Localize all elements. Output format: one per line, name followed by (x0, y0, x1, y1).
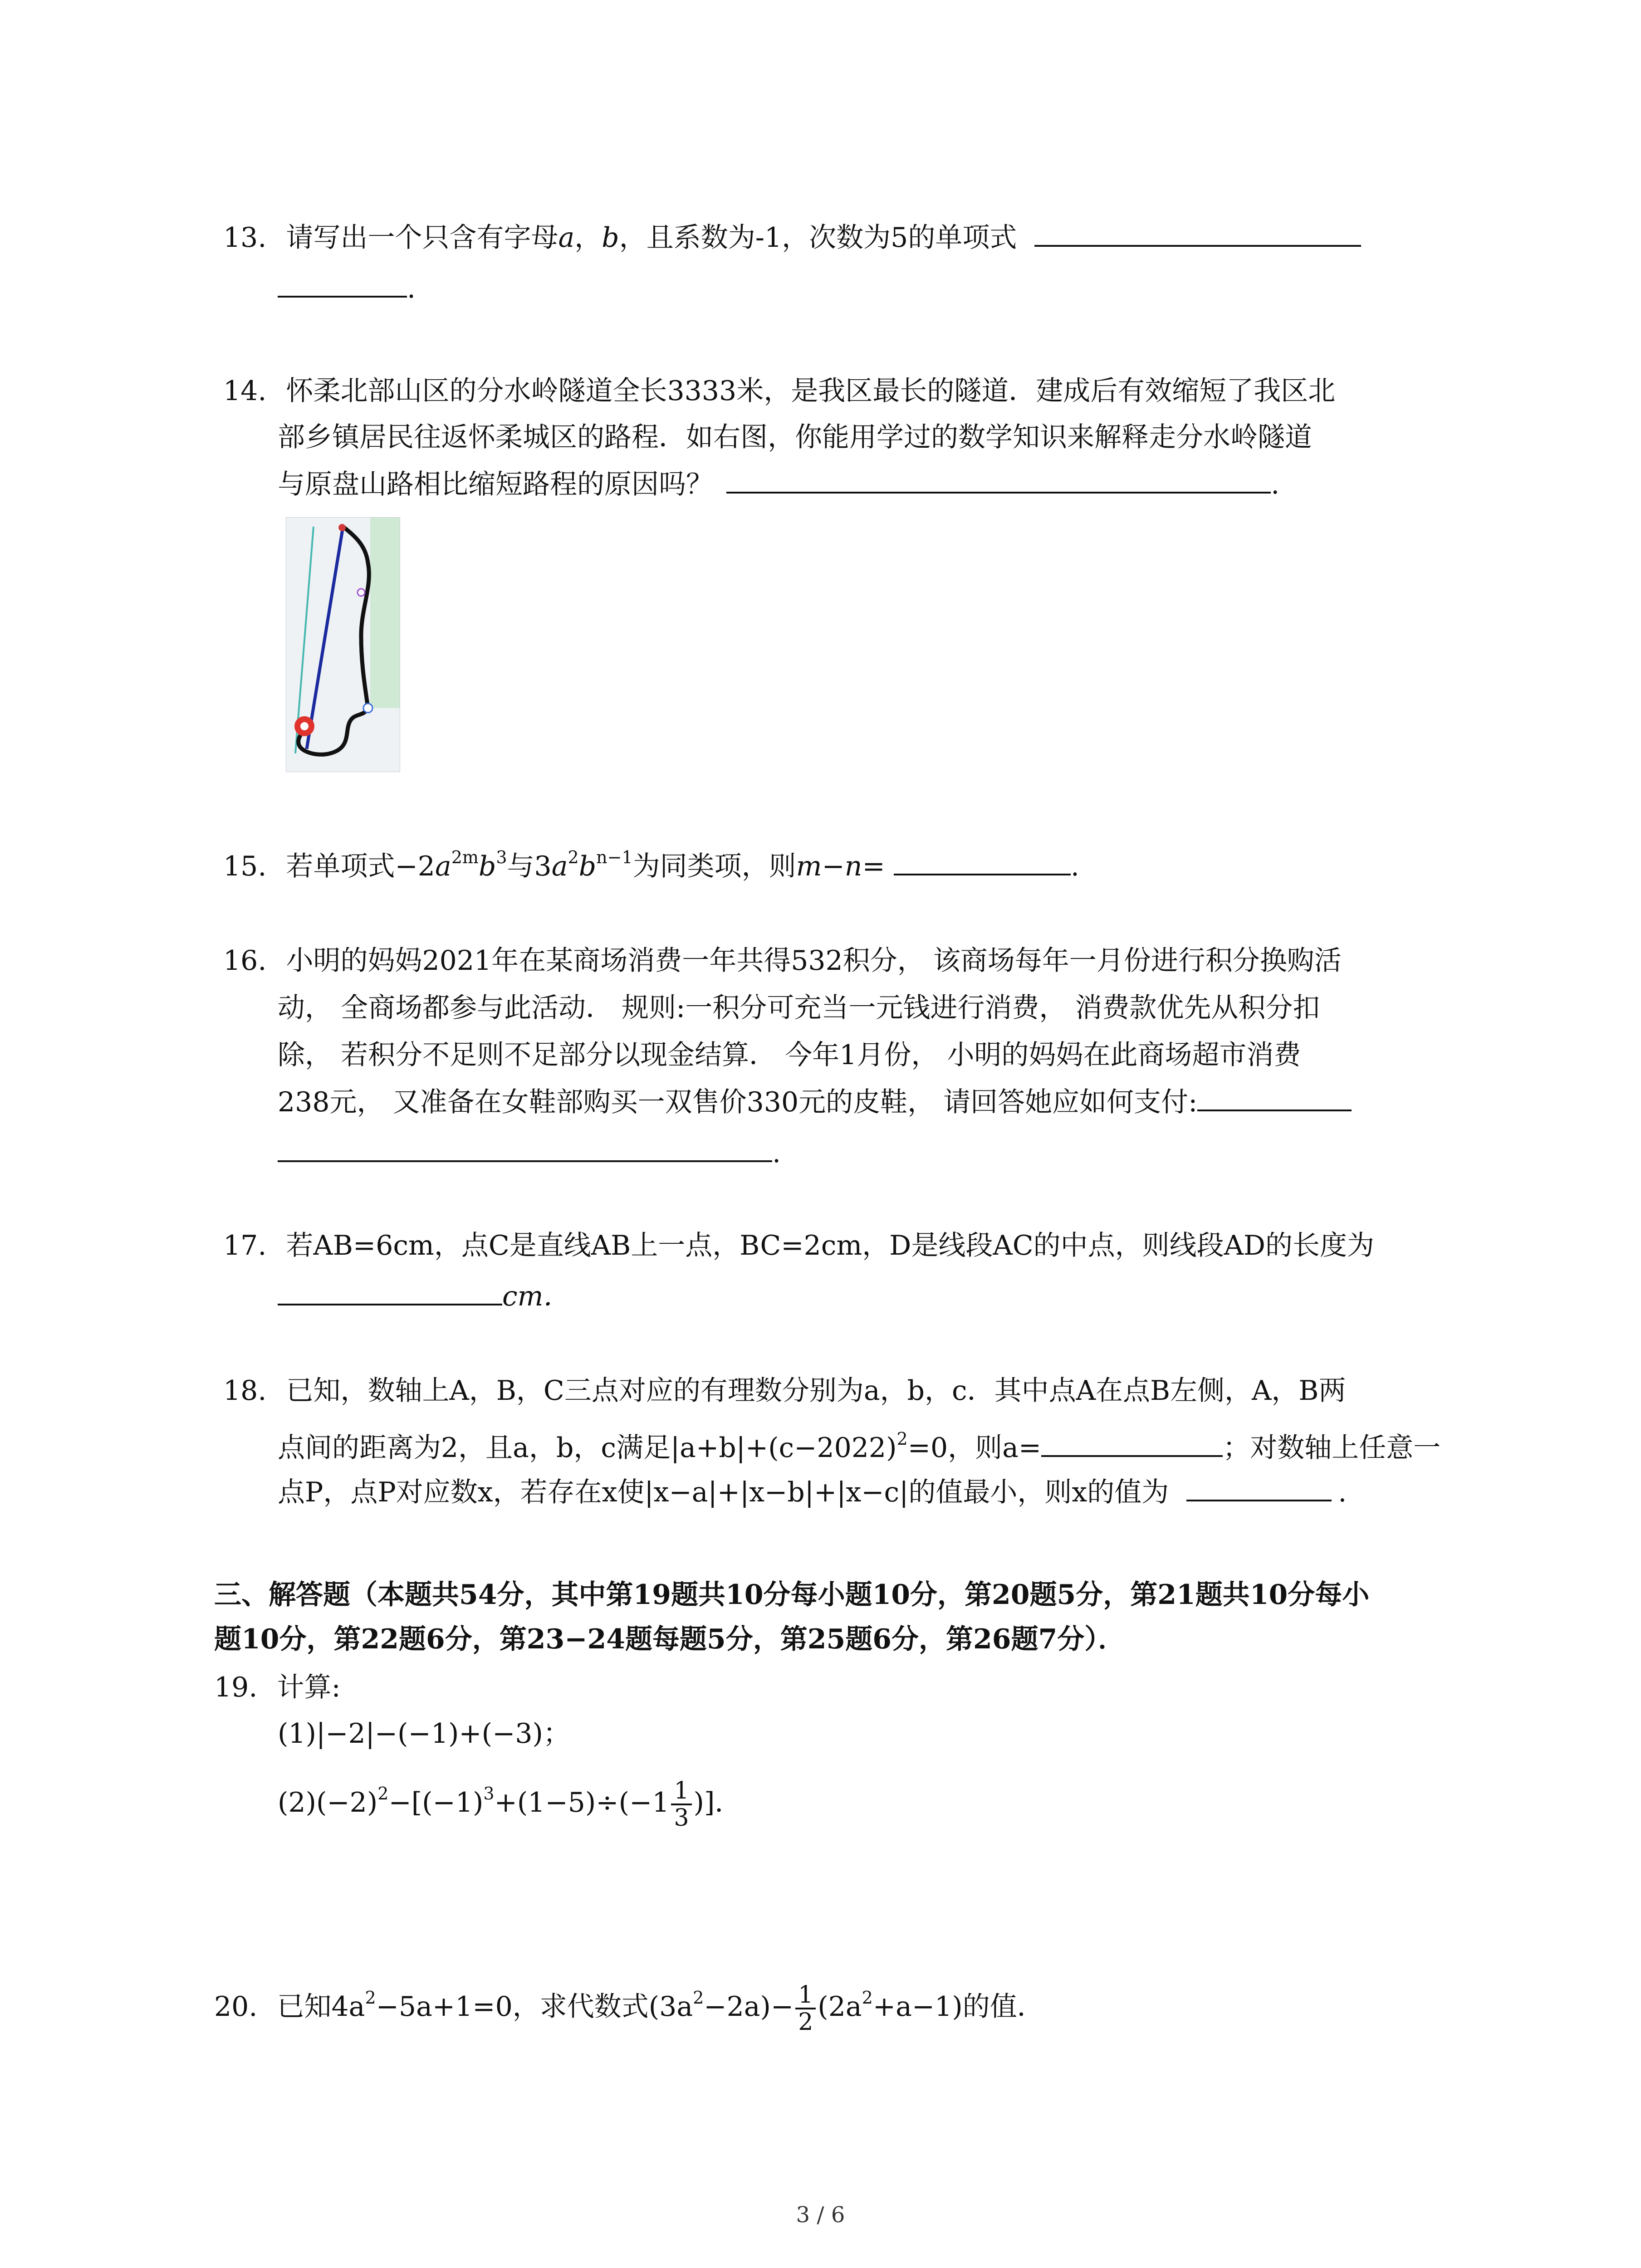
answer-blank[interactable] (1034, 240, 1361, 247)
question-13: 13. 请写出一个只含有字母a，b，且系数为-1，次数为5的单项式 (223, 221, 1361, 254)
question-19-part2: $(2)(-2)^2-[(-1)^3+(1-5)\div(-1$ $\frac{1}{3}$ )]． (278, 1777, 742, 1832)
question-19-part1: (1)|−2|−(−1)+(−3)； (278, 1718, 570, 1750)
tunnel-map-image (286, 517, 400, 772)
question-14-line3: 与原盘山路相比缩短路程的原因吗？ . (278, 469, 1280, 500)
question-18-line3: 点P，点P对应数x，若存在x使|x−a|+|x−b|+|x−c|的值最小，则x的值为 . (278, 1476, 1347, 1508)
page-number: 3 / 6 (796, 2202, 845, 2228)
answer-blank[interactable] (894, 869, 1071, 875)
question-16-line4: 238元， 又准备在女鞋部购买一双售价330元的皮鞋， 请回答她应如何支付: (278, 1086, 1352, 1119)
question-16-line5: . (278, 1137, 781, 1169)
question-18: 18. 已知，数轴上A，B，C三点对应的有理数分别为a，b，c．其中点A在点B左侧，A，B两 (223, 1375, 1346, 1407)
question-16-line3: 除， 若积分不足则不足部分以现金结算． 今年1月份， 小明的妈妈在此商场超市消费 (278, 1039, 1301, 1071)
question-20: 20. 已知$4a^2-5a+1=0$，求代数式$(3a^2-2a)-$ $\frac{1}{2}$ $(2a^2+a-1)$的值． (214, 1981, 1044, 2036)
section-heading: 三、解答题（本题共54分，其中第19题共10分每小题10分，第20题5分，第21题共10分每小 (214, 1579, 1370, 1611)
answer-blank[interactable] (278, 291, 407, 298)
answer-blank[interactable] (278, 1299, 502, 1305)
answer-blank[interactable] (1186, 1495, 1332, 1501)
fraction-one-half: $\frac{1}{2}$ (795, 1982, 816, 2035)
question-15: 15. 若单项式$-2a^{2m}b^3$与$3a^2b^{n-1}$为同类项，则m−n= . (223, 847, 1079, 882)
question-13-cont: . (278, 272, 416, 305)
question-14-line2: 部乡镇居民往返怀柔城区的路程．如右图，你能用学过的数学知识来解释走分水岭隧道 (278, 421, 1312, 453)
question-text: 请写出一个只含有字母 (286, 222, 558, 254)
question-16-line2: 动， 全商场都参与此活动． 规则:一积分可充当一元钱进行消费， 消费款优先从积分扣 (278, 992, 1320, 1024)
answer-blank[interactable] (1041, 1451, 1223, 1457)
section-heading-line2: 题10分，第22题6分，第23−24题每题5分，第25题6分，第26题7分）． (214, 1623, 1126, 1655)
answer-blank[interactable] (278, 1156, 772, 1162)
question-17: 17. 若AB=6cm，点C是直线AB上一点，BC=2cm，D是线段AC的中点，则线段AD的长度为 (223, 1230, 1375, 1261)
question-16: 16. 小明的妈妈2021年在某商场消费一年共得532积分， 该商场每年一月份进行积分换购活 (223, 945, 1342, 977)
question-17-cont: cm． (278, 1280, 571, 1313)
question-19: 19. 计算: (214, 1672, 341, 1703)
question-14: 14. 怀柔北部山区的分水岭隧道全长3333米，是我区最长的隧道．建成后有效缩短了我区北 (223, 375, 1336, 407)
answer-blank[interactable] (1197, 1105, 1352, 1111)
route-map (286, 518, 400, 772)
answer-blank[interactable] (726, 487, 1271, 494)
question-number: 13. (223, 222, 267, 254)
question-18-line2: 点间的距离为2，且a，b，c满足$|a+b|+(c-2022)^2=0$，则a= ；对数轴上任意一 (278, 1429, 1441, 1464)
fraction-one-third: $\frac{1}{3}$ (671, 1778, 691, 1831)
